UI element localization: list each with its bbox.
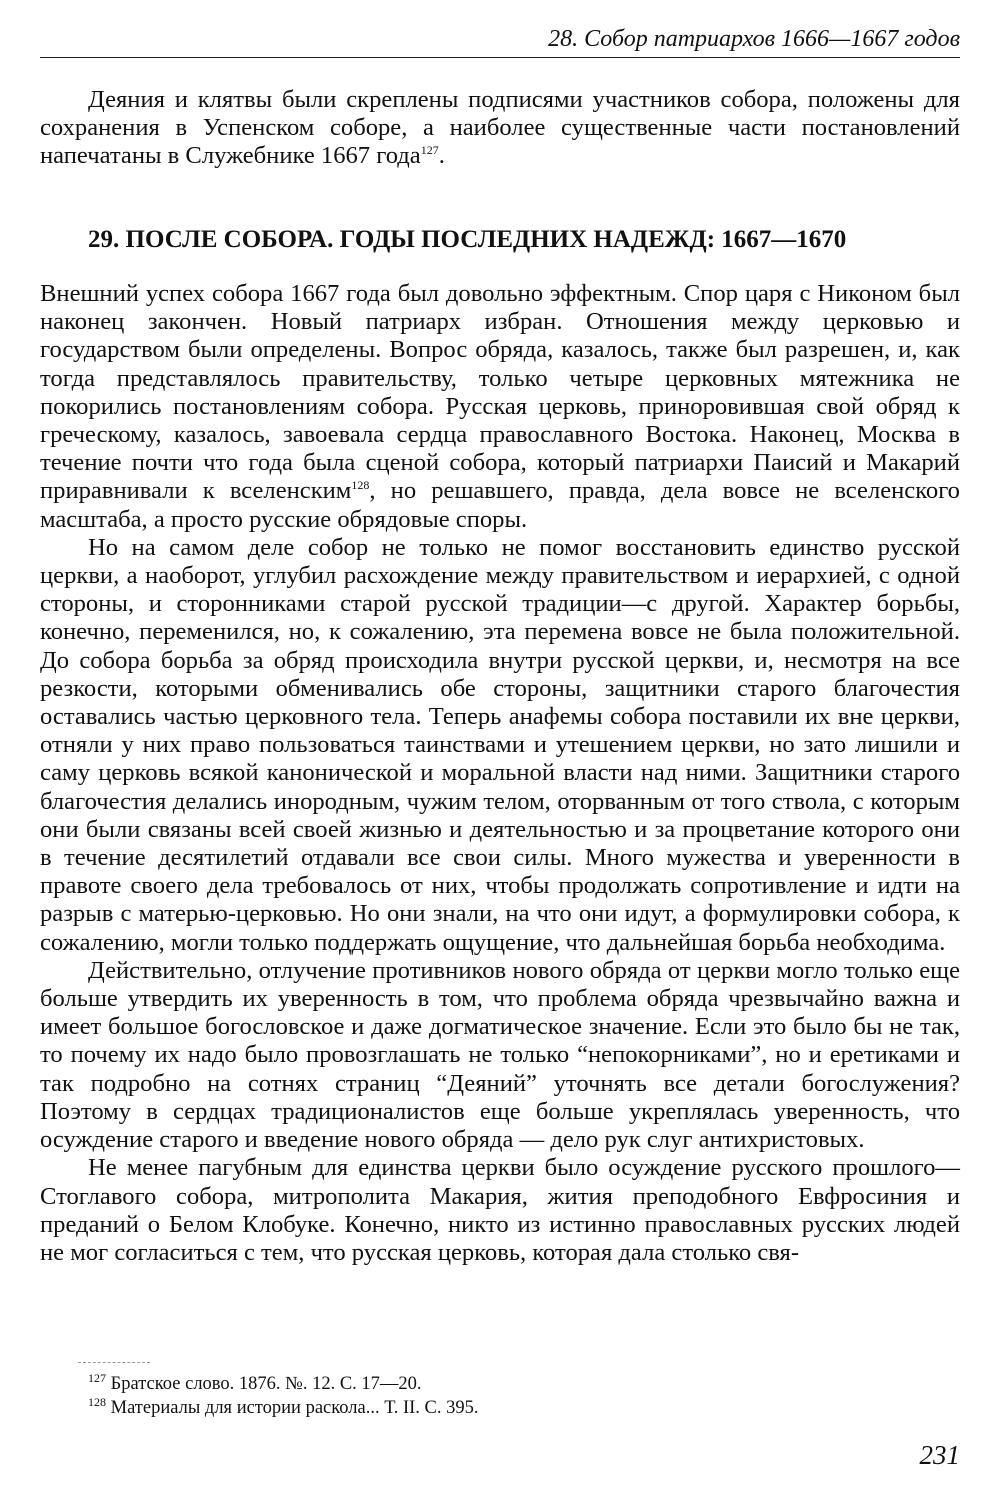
footnote-text: Материалы для истории раскола... Т. II. С. 395. [106, 1398, 479, 1418]
footnotes [88, 1372, 478, 1420]
paragraph-2: Но на самом деле собор не только не помог восстановить единство русской церкви, а наоборот, углубил расхождение между правительством и иерархией, с одной стороны, и сторонниками старой русской традиции—с другой. Характер борьбы, конечно, переменился, но, к сожалению, эта перемена вовсе не была положительной. До собора борьба за обряд происходила внутри русской церкви, и, несмотря на все резкости, которыми обменивались обе стороны, защитники старого благочестия оставались частью церковного тела. Теперь анафемы собора поставили их вне церкви, отняли у них право пользоваться таинствами и утешением церкви, но зато лишили и саму церковь всякой канонической и моральной власти над ними. Защитники старого благочестия делались инородным, чужим телом, оторванным от того ствола, с которым они были связаны всей своей жизнью и деятельностью и за процветание которого они в течение десятилетий отдавали все свои силы. Много мужества и уверенности в правоте своего дела требовалось от них, чтобы продолжать сопротивление и идти на разрыв с матерью-церковью. Но они знали, на что они идут, а формулировки собора, к сожалению, могли только поддержать ощущение, что дальнейшая борьба необходима. [40, 533, 960, 956]
paragraph-1: Внешний успех собора 1667 года был довольно эффектным. Спор царя с Никоном был наконец закончен. Новый патриарх избран. Отношения между церковью и государством были определены. Вопрос обряда, казалось, также был разрешен, и, как тогда представлялось правительству, только четыре церковных мятежника не покорились постановлениям собора. Русская церковь, приноровившая свой обряд к греческому, казалось, завоевала сердца православного Востока. Наконец, Москва в течение почти что года была сценой собора, который патриархи Паисий и Макарий приравнивали к вселенским$^{128}$, но решавшего, правда, дела вовсе не вселенского масштаба, а просто русские обрядовые споры. [40, 280, 960, 533]
footnote-text: Братское слово. 1876. №. 12. С. 17—20. [106, 1374, 422, 1394]
footnote-number: 127 [88, 1370, 106, 1385]
footnote-separator [78, 1362, 150, 1363]
footnote-item [88, 1396, 478, 1420]
top-paragraph: Деяния и клятвы были скреплены подписями участников собора, положены для сохранения в Успенском соборе, а наиболее существенные части постановлений напечатаны в Служебнике 1667 года$^{127}$. [40, 86, 960, 170]
paragraph-3: Действительно, отлучение противников нового обряда от церкви могло только еще больше утвердить их уверенность в том, что проблема обряда чрезвычайно важна и имеет большое богословское и даже догматическое значение. Если это было бы не так, то почему их надо было провозглашать не только “непокорниками”, но и еретиками и так подробно на сотнях страниц “Деяний” уточнять все детали богослужения? Поэтому в сердцах традиционалистов еще больше укреплялась уверенность, что осуждение старого и введение нового обряда — дело рук слуг антихристовых. [40, 956, 960, 1154]
section-title: 29. ПОСЛЕ СОБОРА. ГОДЫ ПОСЛЕДНИХ НАДЕЖД: 1667—1670 [88, 226, 847, 253]
page-number: 231 [919, 1440, 960, 1470]
paragraph-4: Не менее пагубным для единства церкви было осуждение русского прошлого—Стоглавого собора, митрополита Макария, жития преподобного Евфросиния и преданий о Белом Клобуке. Конечно, никто из истинно православных русских людей не мог согласиться с тем, что русская церковь, которая дала столько свя- [40, 1154, 960, 1266]
running-header: 28. Собор патриархов 1666—1667 годов [40, 26, 960, 58]
footnote-ref-128[interactable]: 128 [351, 478, 370, 493]
footnote-item [88, 1372, 478, 1396]
main-text [40, 280, 960, 1267]
footnote-number: 128 [88, 1394, 106, 1409]
footnote-ref-127[interactable]: 127 [420, 143, 439, 158]
top-paragraph-block [40, 86, 960, 171]
